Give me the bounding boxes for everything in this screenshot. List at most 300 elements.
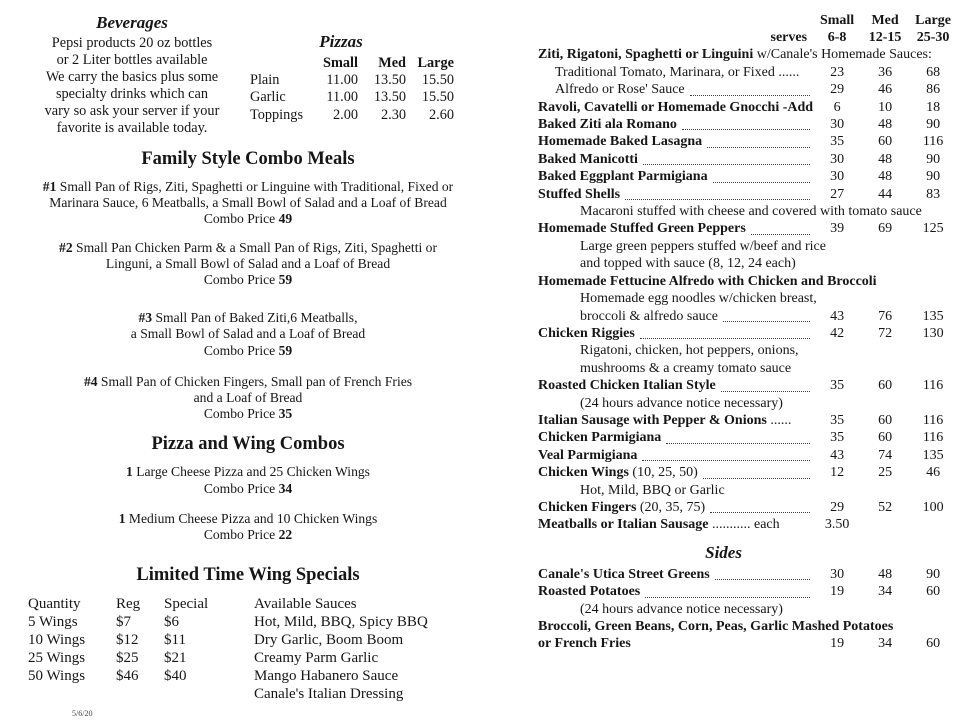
price-cell: 44 [878, 186, 893, 202]
price-cell: 29 [830, 82, 845, 98]
menu-item-row [538, 290, 957, 307]
price-cell: 69 [878, 221, 893, 237]
combo-price: Combo Price 34 [203, 480, 293, 496]
dotted-leader [645, 597, 810, 598]
item-name-bold: Stuffed Shells [538, 186, 621, 202]
wing-row [26, 685, 430, 703]
item-name-bold: Chicken Riggies [538, 325, 635, 341]
combo-price: Combo Price 49 [203, 211, 293, 227]
item-text: ........... each [708, 517, 780, 533]
wing-cell: $6 [164, 614, 179, 631]
menu-item-row [538, 255, 957, 272]
menu-item-row [538, 238, 957, 255]
left-column [0, 0, 470, 722]
menu-item-row [538, 116, 957, 133]
price-cell: 30 [830, 566, 845, 582]
price-cell: 3.50 [824, 517, 850, 533]
price-cell: 48 [878, 566, 893, 582]
pizzas-section [246, 8, 454, 137]
pizzas-title: Pizzas [319, 32, 363, 51]
combo-price: Combo Price 59 [203, 272, 293, 288]
price-cell: 27 [830, 186, 845, 202]
wing-cell: Dry Garlic, Boom Boom [254, 632, 404, 649]
item-name-bold: Italian Sausage with Pepper & Onions [538, 412, 767, 428]
combo-item [26, 240, 470, 289]
menu-item-row [538, 46, 957, 63]
combo-line: Marinara Sauce, 6 Meatballs, a Small Bowl of Salad and a Loaf of Bread [49, 195, 447, 211]
item-text: Alfredo or Rose' Sauce [555, 82, 685, 98]
item-name [580, 601, 957, 618]
dotted-leader [703, 478, 810, 479]
price-cell: 46 [878, 82, 893, 98]
menu-item-row [538, 395, 957, 412]
item-name [538, 273, 957, 290]
combo-line: #3 Small Pan of Baked Ziti,6 Meatballs, [138, 310, 358, 326]
menu-item-row [538, 516, 957, 533]
combo-line: a Small Bowl of Salad and a Loaf of Bread [130, 326, 366, 342]
price-cell: 116 [922, 378, 944, 394]
item-name [538, 635, 631, 652]
price-cell: 30 [830, 169, 845, 185]
menu-item-row [538, 151, 957, 168]
menu-item-row [538, 64, 957, 81]
price-cell: 19 [830, 636, 845, 652]
price-cell: 23 [830, 64, 845, 80]
price-cell: 42 [830, 325, 845, 341]
menu-item-row [538, 566, 957, 583]
price-cell: 90 [926, 566, 941, 582]
dotted-leader [707, 147, 810, 148]
dotted-leader [721, 391, 810, 392]
price-cell: 39 [830, 221, 845, 237]
item-name-bold: Meatballs or Italian Sausage [538, 517, 709, 533]
price-cell: 116 [922, 412, 944, 428]
dotted-leader [625, 199, 810, 200]
item-name [580, 395, 957, 412]
combo-line: and a Loaf of Bread [193, 390, 303, 406]
beverage-line: vary so ask your server if your [44, 103, 220, 119]
price-cell: 130 [922, 325, 944, 341]
wing-cell: $7 [116, 614, 131, 631]
price-cell: 60 [926, 584, 941, 600]
wing-cell: $46 [116, 668, 139, 685]
wing-cell: $25 [116, 650, 139, 667]
wing-cell: Available Sauces [254, 596, 357, 613]
menu-item-row [538, 325, 957, 342]
item-text: w/Canale's Homemade Sauces: [753, 47, 932, 63]
dotted-leader [640, 338, 810, 339]
price-cell: 86 [926, 82, 941, 98]
wing-cell: Creamy Parm Garlic [254, 650, 379, 667]
item-name-bold: Chicken Wings [538, 465, 629, 481]
wing-row [26, 667, 430, 685]
combo-price-value: 35 [278, 406, 293, 422]
wing-cell: 5 Wings [28, 614, 78, 631]
item-name-bold: Chicken Fingers [538, 499, 637, 515]
item-name [538, 116, 677, 133]
serves-large: 25-30 [916, 30, 950, 46]
item-name [538, 566, 710, 583]
price-cell: 68 [926, 64, 941, 80]
pizza-col-med: Med [378, 55, 406, 71]
price-cell: 72 [878, 325, 893, 341]
menu-item-row [538, 203, 957, 220]
beverage-line: favorite is available today. [56, 120, 208, 136]
price-cell: 60 [878, 412, 893, 428]
wing-cell: Mango Habanero Sauce [254, 668, 399, 685]
item-name [580, 342, 957, 359]
item-name [538, 464, 698, 481]
price-cell: 90 [926, 117, 941, 133]
item-name-bold: Canale's Utica Street Greens [538, 566, 710, 582]
wing-row [26, 631, 430, 649]
menu-item-row [538, 499, 957, 516]
price-header-sizes [538, 12, 957, 29]
right-column [470, 0, 960, 722]
combo-price-value: 59 [278, 272, 293, 288]
price-cell: 35 [830, 412, 845, 428]
dotted-leader [710, 512, 810, 513]
wing-cell: Hot, Mild, BBQ, Spicy BBQ [254, 614, 428, 631]
pizza-row [246, 89, 458, 106]
pizza-price-cell: 2.60 [428, 106, 454, 123]
size-label-small: Small [819, 13, 855, 28]
dotted-leader [751, 234, 810, 235]
price-cell: 34 [878, 584, 893, 600]
menu-item-row [538, 464, 957, 481]
menu-item-row [538, 482, 957, 499]
wing-header-row [26, 595, 430, 613]
beverage-line: We carry the basics plus some [45, 69, 219, 85]
price-cell: 19 [830, 584, 845, 600]
menu-item-row [538, 99, 957, 116]
pizza-row-label: Plain [250, 72, 280, 89]
wing-row [26, 649, 430, 667]
wing-cell: $21 [164, 650, 187, 667]
combo-price-value: 22 [278, 527, 293, 543]
item-text: mushrooms & a creamy tomato sauce [580, 360, 792, 376]
item-name [538, 186, 620, 203]
menu-item-row [538, 342, 957, 359]
wing-cell: Reg [116, 596, 141, 613]
dotted-leader [713, 182, 810, 183]
price-cell: 125 [922, 221, 944, 237]
item-name [538, 325, 635, 342]
price-cell: 12 [830, 465, 845, 481]
item-name [538, 377, 716, 394]
beverage-line: specialty drinks which can [55, 86, 209, 102]
combo-item [26, 374, 470, 423]
menu-item-row [538, 220, 957, 237]
combo-item [26, 464, 470, 496]
combo-price-value: 34 [278, 480, 293, 496]
item-text: Traditional Tomato, Marinara, or Fixed ...... [555, 64, 800, 80]
wing-row [26, 613, 430, 631]
price-cell: 18 [926, 99, 941, 115]
item-name [580, 482, 957, 499]
price-cell: 29 [830, 499, 845, 515]
item-name-bold: Chicken Parmigiana [538, 430, 662, 446]
menu-item-row [538, 412, 957, 429]
dotted-leader [666, 443, 810, 444]
combo-price: Combo Price 59 [203, 342, 293, 358]
price-cell: 30 [830, 117, 845, 133]
size-label-large: Large [915, 13, 951, 28]
item-name [580, 290, 957, 307]
pizza-price-cell: 15.50 [421, 72, 454, 89]
pizza-table-header [246, 55, 458, 72]
pizza-price-cell: 2.00 [332, 106, 358, 123]
wing-cell [162, 685, 252, 703]
item-name [580, 255, 957, 272]
item-name [555, 81, 685, 98]
price-cell: 52 [878, 499, 893, 515]
item-name [538, 429, 661, 446]
combo-number: 1 [126, 464, 133, 480]
item-text: (24 hours advance notice necessary) [580, 395, 783, 411]
combo-price: Combo Price 35 [203, 406, 293, 422]
wing-cell: Special [164, 596, 209, 613]
menu-item-row [538, 273, 957, 290]
menu-item-row [538, 429, 957, 446]
price-cell: 116 [922, 430, 944, 446]
item-text: Hot, Mild, BBQ or Garlic [580, 482, 725, 498]
combo-number: #2 [59, 239, 73, 255]
item-text: ...... [766, 412, 792, 428]
item-name [555, 64, 799, 81]
item-name-bold: Ravoli, Cavatelli or Homemade Gnocchi -Add [538, 99, 814, 115]
combo-line: 1 Medium Cheese Pizza and 10 Chicken Wings [118, 510, 378, 526]
item-text: Large green peppers stuffed w/beef and rice [580, 238, 826, 254]
item-name-bold: Veal Parmigiana [538, 447, 638, 463]
item-name [538, 151, 638, 168]
combo-price-value: 59 [278, 342, 293, 358]
pizza-price-cell: 2.30 [380, 106, 406, 123]
serves-small: 6-8 [827, 30, 847, 46]
pizza-col-small: Small [323, 55, 358, 71]
item-name-bold: or French Fries [538, 636, 631, 652]
price-cell: 48 [878, 151, 893, 167]
beverage-lines [26, 35, 238, 137]
price-header-spacer [538, 12, 813, 29]
price-cell: 30 [830, 151, 845, 167]
menu-item-row [538, 447, 957, 464]
item-text: Homemade egg noodles w/chicken breast, [580, 291, 817, 307]
family-combos-list [26, 179, 470, 422]
price-cell: 90 [926, 169, 941, 185]
item-name-bold: Broccoli, Green Beans, Corn, Peas, Garlic Mashed Potatoes [538, 619, 894, 634]
item-name [580, 360, 957, 377]
wing-cell [26, 685, 114, 703]
sides-list [538, 566, 957, 653]
pizza-header-spacer [246, 55, 314, 72]
item-name [538, 583, 640, 600]
dotted-leader [690, 95, 810, 96]
dotted-leader [723, 321, 810, 322]
combo-line: #4 Small Pan of Chicken Fingers, Small pan of French Fries [83, 373, 413, 389]
combo-number: #4 [83, 373, 98, 389]
entrees-list [538, 46, 957, 533]
menu-item-row [538, 186, 957, 203]
price-cell: 43 [830, 308, 845, 324]
price-cell: 60 [878, 430, 893, 446]
menu-item-row [538, 618, 957, 635]
combo-price-value: 49 [278, 211, 293, 227]
menu-item-row [538, 635, 957, 652]
item-name-bold: Baked Manicotti [538, 151, 638, 167]
item-text: and topped with sauce (8, 12, 24 each) [580, 256, 796, 272]
price-cell: 35 [830, 134, 845, 150]
price-cell: 100 [922, 499, 944, 515]
item-name [538, 46, 957, 63]
combo-line: #1 Small Pan of Rigs, Ziti, Spaghetti or Linguine with Traditional, Fixed or [42, 179, 454, 194]
combo-number: 1 [118, 510, 126, 526]
price-cell: 6 [833, 99, 841, 115]
price-cell: 46 [926, 465, 941, 481]
pizza-price-cell: 13.50 [373, 72, 406, 89]
item-name [538, 133, 702, 150]
combo-item [26, 511, 470, 543]
item-name [538, 220, 746, 237]
price-cell: 48 [878, 169, 893, 185]
wing-cell: $12 [116, 632, 139, 649]
wing-cell [114, 685, 162, 703]
menu-item-row [538, 168, 957, 185]
price-cell: 60 [926, 636, 941, 652]
combo-line: #2 Small Pan Chicken Parm & a Small Pan of Rigs, Ziti, Spaghetti or [59, 239, 437, 255]
price-cell: 10 [878, 99, 893, 115]
price-cell: 60 [878, 134, 893, 150]
pizza-row-label: Garlic [250, 89, 286, 106]
menu-item-row [538, 360, 957, 377]
wing-cell: 10 Wings [28, 632, 86, 649]
item-text: broccoli & alfredo sauce [580, 308, 718, 324]
item-name-bold: Homemade Fettucine Alfredo with Chicken and Broccoli [538, 273, 877, 289]
menu-item-row [538, 601, 957, 618]
wing-specials-body [26, 595, 430, 703]
item-text: (10, 25, 50) [628, 465, 698, 481]
item-name [580, 203, 957, 220]
beverages-pizzas-row [26, 8, 470, 137]
combo-item [26, 310, 470, 359]
menu-item-row [538, 308, 957, 325]
item-name [538, 516, 780, 533]
item-text: Macaroni stuffed with cheese and covered with tomato sauce [580, 204, 922, 220]
price-cell: 90 [926, 151, 941, 167]
price-cell: 36 [878, 64, 893, 80]
item-name-bold: Roasted Chicken Italian Style [538, 378, 716, 394]
wing-cell: 50 Wings [28, 668, 86, 685]
combo-line: 1 Large Cheese Pizza and 25 Chicken Wings [126, 464, 370, 480]
price-cell: 74 [878, 447, 893, 463]
wing-cell: Quantity [28, 596, 81, 613]
item-name-bold: Homemade Stuffed Green Peppers [538, 221, 746, 237]
combo-number: #1 [42, 179, 57, 194]
price-cell: 43 [830, 447, 845, 463]
size-label-med: Med [871, 13, 899, 28]
dotted-leader [682, 129, 810, 130]
pizza-price-cell: 13.50 [373, 89, 406, 106]
beverage-line: or 2 Liter bottles available [56, 52, 208, 68]
pizza-row [246, 72, 458, 89]
item-text: (20, 35, 75) [636, 499, 706, 515]
price-cell: 35 [830, 430, 845, 446]
wing-cell: Canale's Italian Dressing [254, 686, 404, 703]
beverage-line: Pepsi products 20 oz bottles [51, 35, 213, 51]
footnote-date: 5/6/20 [72, 709, 93, 719]
combo-item [26, 179, 470, 228]
item-name [538, 99, 813, 116]
item-name [580, 308, 718, 325]
pizza-price-cell: 11.00 [326, 72, 358, 89]
family-combos-heading: Family Style Combo Meals [141, 149, 355, 169]
item-name [538, 412, 791, 429]
price-cell: 60 [878, 378, 893, 394]
serves-label: serves [770, 30, 808, 46]
pizza-col-large: Large [417, 55, 454, 71]
wing-cell: $40 [164, 668, 187, 685]
item-text: Rigatoni, chicken, hot peppers, onions, [580, 343, 799, 359]
item-name-bold: Baked Ziti ala Romano [538, 117, 677, 133]
item-name-bold: Baked Eggplant Parmigiana [538, 169, 708, 185]
price-cell: 34 [878, 636, 893, 652]
dotted-leader [715, 579, 810, 580]
pizza-table-body [246, 72, 458, 124]
price-cell: 135 [922, 447, 944, 463]
price-header-serves [538, 29, 957, 46]
price-cell: 35 [830, 378, 845, 394]
item-name [538, 168, 708, 185]
item-name-bold: Roasted Potatoes [538, 584, 641, 600]
menu-item-row [538, 81, 957, 98]
serves-med: 12-15 [868, 30, 902, 46]
beverages-title: Beverages [96, 13, 168, 32]
pizza-wing-combos-heading: Pizza and Wing Combos [151, 434, 345, 455]
beverages-section [26, 8, 238, 137]
dotted-leader [642, 460, 810, 461]
pizza-row-label: Toppings [250, 106, 304, 123]
price-cell: 135 [922, 308, 944, 324]
combo-number: #3 [138, 310, 153, 326]
pizza-price-table [246, 55, 458, 124]
wing-specials-heading: Limited Time Wing Specials [136, 565, 360, 586]
wing-cell: 25 Wings [28, 650, 86, 667]
menu-item-row [538, 133, 957, 150]
dotted-leader [643, 164, 810, 165]
item-text: (24 hours advance notice necessary) [580, 601, 783, 617]
menu-item-row [538, 583, 957, 600]
item-name-bold: Ziti, Rigatoni, Spaghetti or Linguini [538, 47, 754, 63]
pizza-wing-combos-list [26, 464, 470, 543]
price-cell: 76 [878, 308, 893, 324]
combo-line: Linguni, a Small Bowl of Salad and a Loaf of Bread [105, 255, 391, 271]
item-name [538, 447, 637, 464]
wing-cell: $11 [164, 632, 186, 649]
price-cell: 48 [878, 117, 893, 133]
item-name-bold: Homemade Baked Lasagna [538, 134, 703, 150]
item-name [538, 618, 957, 635]
price-cell: 116 [922, 134, 944, 150]
sides-title: Sides [705, 542, 742, 562]
wing-specials-table [26, 595, 430, 703]
pizza-row [246, 107, 458, 124]
combo-price: Combo Price 22 [203, 527, 293, 543]
menu-item-row [538, 377, 957, 394]
pizza-price-cell: 15.50 [421, 89, 454, 106]
price-cell: 83 [926, 186, 941, 202]
item-name [580, 238, 957, 255]
item-name [538, 499, 705, 516]
